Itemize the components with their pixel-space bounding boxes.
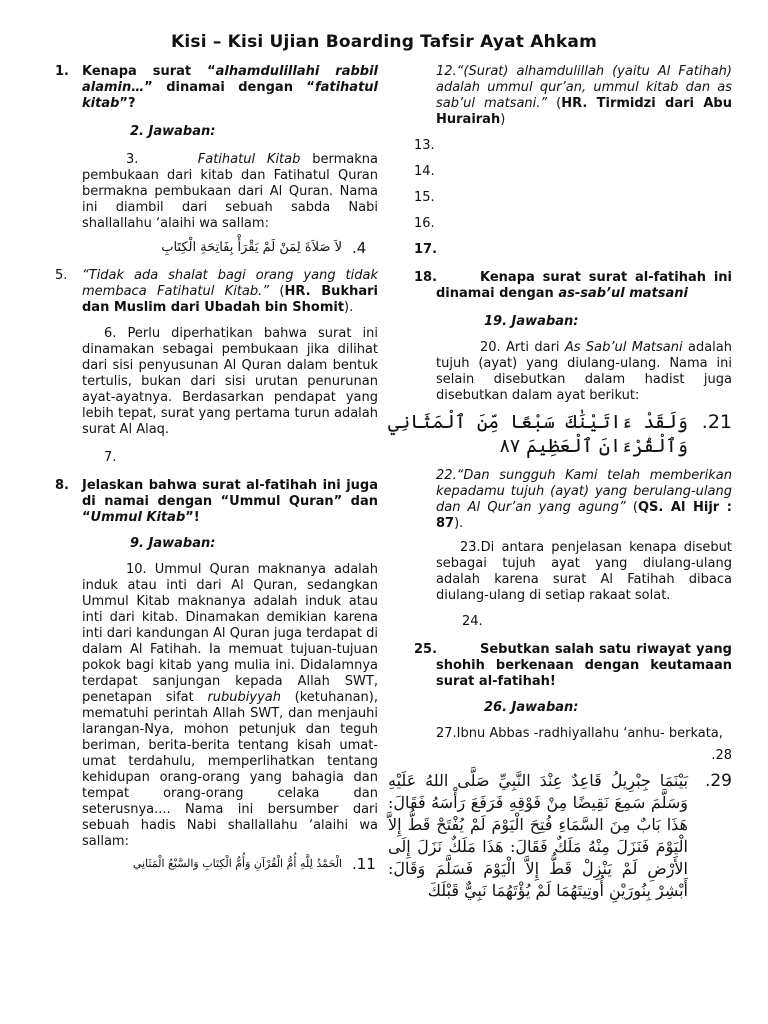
question-8: 8. Jelaskan bahwa surat al-fatihah ini juga di namai dengan “Ummul Quran” dan “Ummul Kitab”! xyxy=(55,478,378,525)
arabic-hadith-29: بَيْنَمَا جِبْرِيلُ قَاعِدٌ عِنْدَ النَّبِيِّ صَلَّى اللهُ عَلَيْهِ وَسَلَّمَ سَمِعَ نَقِيضًا مِنْ فَوْقِهِ فَرَفَعَ رَأْسَهُ فَقَالَ: هَذَا بَابٌ مِنَ السَّمَاءِ فُتِحَ الْيَوْمَ لَمْ يُفْتَحْ قَطُّ إِلاَّ الْيَوْمَ فَنَزَلَ مِنْهُ مَلَكٌ فَقَالَ: هَذَا مَلَكٌ نَزَلَ إِلَى الأَرْضِ لَمْ يَنْزِلْ قَطُّ إِلاَّ الْيَوْمَ فَسَلَّمَ وَقَالَ: أَبْشِرْ بِنُورَيْنِ أُوتِيتَهُمَا لَمْ يُؤْتَهُمَا نَبِيٌّ قَبْلَكَ .29 xyxy=(388,771,732,900)
paragraph-20: 20. Arti dari As Sab’ul Matsani adalah tujuh (ayat) yang diulang-ulang. Nama ini selain disebutkan dalam hadist juga disebutkan dalam ayat berikut: xyxy=(436,340,732,403)
paragraph-6: 6. Perlu diperhatikan bahwa surat ini dinamakan sebagai pembukaan jika dilihat dari sisi penyusunan Al Quran dalam bentuk tertulis, bukan dari sisi urutan penurunan ayat-ayatnya. Berdasarkan pendapat yang lebih tepat, surat yang pertama turun adalah surat Al Alaq. xyxy=(82,326,378,437)
jawaban-heading: 19. Jawaban: xyxy=(484,314,579,329)
item-24: 24. xyxy=(462,614,483,629)
item-7: 7. xyxy=(104,450,117,465)
page-title: Kisi – Kisi Ujian Boarding Tafsir Ayat Ahkam xyxy=(171,32,597,52)
jawaban-heading: 2. Jawaban: xyxy=(130,124,216,139)
item-14: 14. xyxy=(414,164,435,179)
right-column xyxy=(388,64,732,902)
arabic-hadith-11: الْحَمْدُ لِلَّهِ أُمُّ الْقُرْآنِ وَأُمُّ الْكِتَابِ وَالسَّبْعُ الْمَثَانِي .11 xyxy=(132,855,376,873)
paragraph-12: 12.“(Surat) alhamdulillah (yaitu Al Fatihah) adalah ummul qur’an, ummul kitab dan as sab’ul matsani.” (HR. Tirmidzi dari Abu Hurairah) xyxy=(436,64,732,127)
item-16: 16. xyxy=(414,216,435,231)
question-1: 1. Kenapa surat “alhamdulillahi rabbil alamin…” dinamai dengan “fatihatul kitab”? xyxy=(55,64,378,111)
arabic-hadith-4: لاَ صَلاَةَ لِمَنْ لَمْ يَقْرَأْ بِفَاتِحَةِ الْكِتَابِ .4 xyxy=(161,239,367,257)
item-28: .28 xyxy=(711,748,732,763)
paragraph-22: 22.“Dan sungguh Kami telah memberikan kepadamu tujuh (ayat) yang berulang-ulang dan Al Qur’an yang agung” (QS. Al Hijr : 87). xyxy=(436,468,732,531)
item-15: 15. xyxy=(414,190,435,205)
paragraph-5: 5. “Tidak ada shalat bagi orang yang tidak membaca Fatihatul Kitab.” (HR. Bukhari dan Muslim dari Ubadah bin Shomit). xyxy=(55,268,378,315)
question-25: 25. Sebutkan salah satu riwayat yang shohih berkenaan dengan keutamaan surat al-fatihah! xyxy=(414,642,732,689)
left-column xyxy=(56,64,378,872)
paragraph-27: 27.Ibnu Abbas -radhiyallahu ‘anhu- berkata, xyxy=(436,726,723,741)
item-number: 1. xyxy=(55,64,69,79)
question-18: 18. Kenapa surat surat al-fatihah ini dinamai dengan as-sab’ul matsani xyxy=(414,270,732,301)
paragraph-3: 3. Fatihatul Kitab bermakna pembukaan dari kitab dan Fatihatul Quran bermakna pembukaan dari Al Quran. Nama ini diambil dari sebuah sabda Nabi shallallahu ‘alaihi wa sallam: xyxy=(82,152,378,231)
jawaban-heading: 26. Jawaban: xyxy=(484,700,579,715)
paragraph-10: 10. Ummul Quran maknanya adalah induk atau inti dari Al Quran, sedangkan Ummul Kitab maknanya adalah induk atau inti dari kitab. Dinamakan demikian karena inti dari kandungan Al Quran juga terdapat di dalam Al Fatihah. Ia memuat tujuan-tujuan pokok bagi kitab yang mulia ini. Didalamnya terdapat sanjungan kepada Allah SWT, penetapan sifat rububiyyah (ketuhanan), mematuhi perintah Allah SWT, dan menjauhi larangan-Nya, mohon petunjuk dan teguh beriman, berita-berita tentang kisah umat-umat terdahulu, memperlihatkan tentang kehidupan orang-orang yang bahagia dan tempat orang-orang celaka dan seterusnya.... Nama ini bersumber dari sebuah hadis Nabi shallallahu ‘alaihi wa sallam: xyxy=(82,562,378,849)
item-13: 13. xyxy=(414,138,435,153)
arabic-verse-21: وَلَقَدْ ءَاتَيْنَٰكَ سَبْعًا مِّنَ ٱلْمَثَانِي وَٱلْقُرْءَانَ ٱلْعَظِيمَ ٨٧ .21 xyxy=(388,411,732,457)
paragraph-23: 23.Di antara penjelasan kenapa disebut sebagai tujuh ayat yang diulang-ulang adalah karena surat Al Fatihah dibaca diulang-ulang di setiap rakaat solat. xyxy=(436,540,732,603)
item-17: 17. xyxy=(414,242,438,257)
jawaban-heading: 9. Jawaban: xyxy=(130,536,216,551)
